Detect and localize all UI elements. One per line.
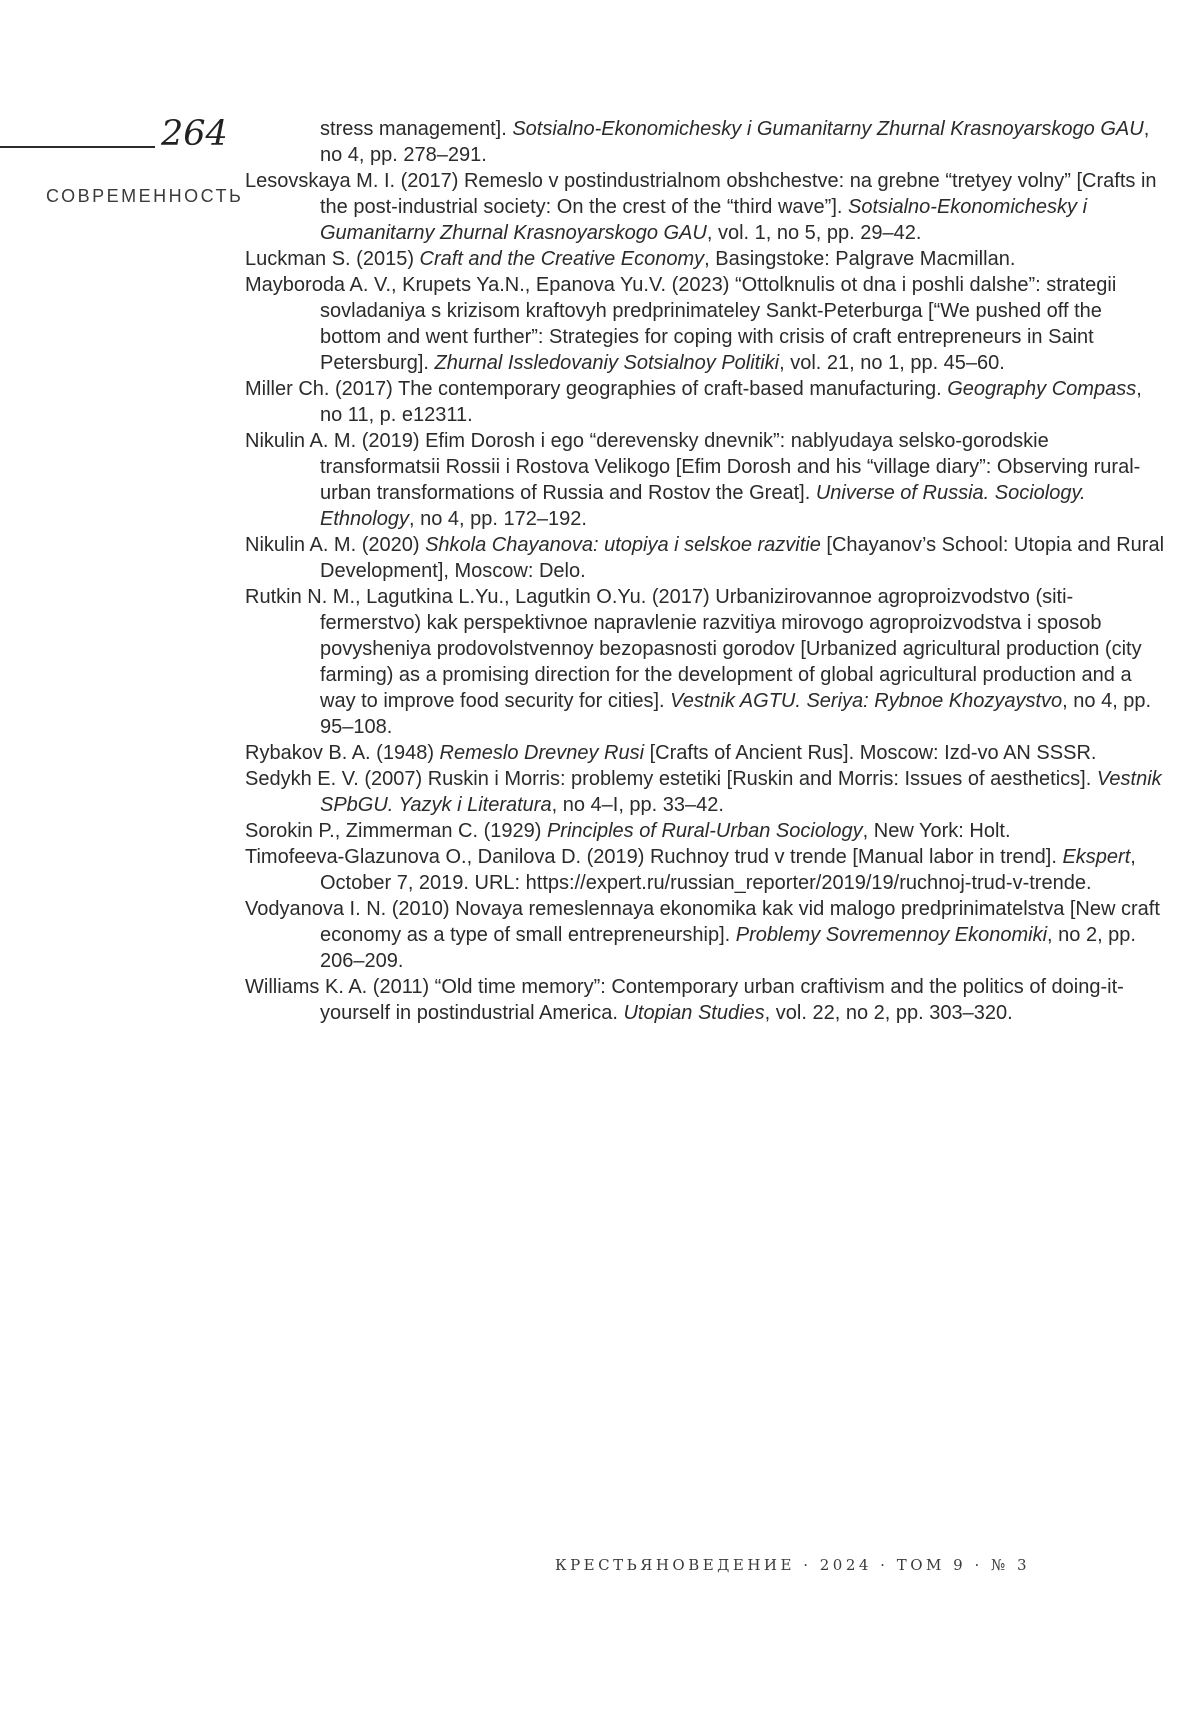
header-rule <box>0 146 155 148</box>
reference-title-italic: Vestnik AGTU. Seriya: Rybnoe Khozyaystvo <box>670 690 1063 712</box>
reference-title-italic: Zhurnal Issledovaniy Sotsialnoy Politiki <box>434 352 780 374</box>
reference-text: , vol. 21, no 1, pp. 45–60. <box>779 352 1005 374</box>
reference-entry <box>245 844 1167 896</box>
reference-entry <box>245 532 1167 584</box>
reference-entry <box>245 974 1167 1026</box>
reference-text: Miller Ch. (2017) The contemporary geographies of craft-based manufacturing. <box>245 378 948 400</box>
reference-text: , no 4, pp. 95–108. <box>320 690 1152 738</box>
reference-text: , vol. 1, no 5, pp. 29–42. <box>706 222 922 244</box>
reference-entry <box>245 584 1167 740</box>
reference-title-italic: Ekspert <box>1062 846 1131 868</box>
reference-text: , New York: Holt. <box>862 820 1011 842</box>
reference-text: , vol. 22, no 2, pp. 303–320. <box>764 1002 1013 1024</box>
reference-text: , no 11, p. e12311. <box>320 378 1142 426</box>
reference-entry <box>245 376 1167 428</box>
reference-text: Vodyanova I. N. (2010) Novaya remeslennaya ekonomika kak vid malogo predprinimatelstva [New craft economy as a type of small entrepreneurship]. <box>245 898 1160 946</box>
reference-text: Luckman S. (2015) <box>245 248 420 270</box>
page-number: 264 <box>161 114 228 154</box>
reference-text: Nikulin A. M. (2019) Efim Dorosh i ego “derevensky dnevnik”: nablyudaya selsko-gorodskie transformatsii Rossii i Rostova Velikogo [Efim Dorosh and his “village diary”: Observing rural-urban transformations of Russia and Rostov the Great]. <box>245 430 1141 504</box>
reference-text: [Chayanov’s School: Utopia and Rural Development], Moscow: Delo. <box>320 534 1165 582</box>
reference-text: , no 2, pp. 206–209. <box>320 924 1136 972</box>
reference-entry <box>245 168 1167 246</box>
reference-entry <box>245 116 1167 168</box>
reference-text: Williams K. A. (2011) “Old time memory”: Contemporary urban craftivism and the politics of doing-it-yourself in postindustrial America. <box>245 976 1124 1024</box>
reference-text: Lesovskaya M. I. (2017) Remeslo v postindustrialnom obshchestve: na grebne “tretyey volny” [Crafts in the post-industrial society: On the crest of the “third wave”]. <box>245 170 1157 218</box>
reference-entry <box>245 740 1167 766</box>
reference-text: Nikulin A. M. (2020) <box>245 534 426 556</box>
section-label: СОВРЕМЕННОСТЬ <box>46 186 244 206</box>
reference-entry <box>245 272 1167 376</box>
reference-text: Sedykh E. V. (2007) Ruskin i Morris: problemy estetiki [Ruskin and Morris: Issues of aesthetics]. <box>245 768 1097 790</box>
reference-text: Mayboroda A. V., Krupets Ya.N., Epanova Yu.V. (2023) “Ottolknulis ot dna i poshli dalshe”: strategii sovladaniya s krizisom kraftovyh predprinimateley Sankt-Peterburga [“We pushed off the bottom and went further”: Strategies for coping with crisis of craft entrepreneurs in Saint Petersburg]. <box>245 274 1117 374</box>
reference-title-italic: Utopian Studies <box>623 1002 765 1024</box>
reference-title-italic: Geography Compass <box>947 378 1137 400</box>
reference-title-italic: Vestnik SPbGU. Yazyk i Literatura <box>320 768 1162 816</box>
reference-entry <box>245 896 1167 974</box>
reference-entry <box>245 246 1167 272</box>
reference-title-italic: Problemy Sovremennoy Ekonomiki <box>735 924 1048 946</box>
reference-text: , no 4–I, pp. 33–42. <box>551 794 724 816</box>
reference-entry <box>245 766 1167 818</box>
reference-title-italic: Craft and the Creative Economy <box>419 248 705 270</box>
reference-entry <box>245 818 1167 844</box>
reference-text: , Basingstoke: Palgrave Macmillan. <box>704 248 1016 270</box>
reference-text: Rybakov B. A. (1948) <box>245 742 440 764</box>
reference-text: stress management]. <box>320 118 513 140</box>
reference-title-italic: Sotsialno-Ekonomichesky i Gumanitarny Zhurnal Krasnoyarskogo GAU <box>320 196 1088 244</box>
reference-title-italic: Remeslo Drevney Rusi <box>439 742 645 764</box>
reference-text: Timofeeva-Glazunova O., Danilova D. (2019) Ruchnoy trud v trende [Manual labor in trend]. <box>245 846 1063 868</box>
reference-text: [Crafts of Ancient Rus]. Moscow: Izd-vo AN SSSR. <box>644 742 1097 764</box>
reference-title-italic: Sotsialno-Ekonomichesky i Gumanitarny Zhurnal Krasnoyarskogo GAU <box>512 118 1144 140</box>
reference-title-italic: Principles of Rural-Urban Sociology <box>546 820 863 842</box>
reference-text: , no 4, pp. 278–291. <box>320 118 1150 166</box>
reference-title-italic: Shkola Chayanova: utopiya i selskoe razvitie <box>425 534 821 556</box>
reference-text: , October 7, 2019. URL: https://expert.ru/russian_reporter/2019/19/ruchnoj-trud-v-trende. <box>320 846 1136 894</box>
reference-title-italic: Universe of Russia. Sociology. Ethnology <box>320 482 1086 530</box>
reference-text: , no 4, pp. 172–192. <box>408 508 587 530</box>
reference-text: Rutkin N. M., Lagutkina L.Yu., Lagutkin O.Yu. (2017) Urbanizirovannoe agroproizvodstvo (siti-fermerstvo) kak perspektivnoe napravlenie razvitiya mirovogo agroproizvodstva i sposob povysheniya prodovolstvennoy bezopasnosti gorodov [Urbanized agricultural production (city farming) as a promising direction for the development of global agricultural production and a way to improve food security for cities]. <box>245 586 1142 712</box>
reference-text: Sorokin P., Zimmerman C. (1929) <box>245 820 547 842</box>
references-list <box>245 116 1167 1026</box>
reference-entry <box>245 428 1167 532</box>
journal-footer: КРЕСТЬЯНОВЕДЕНИЕ · 2024 · ТОМ 9 · № 3 <box>554 1556 1030 1574</box>
